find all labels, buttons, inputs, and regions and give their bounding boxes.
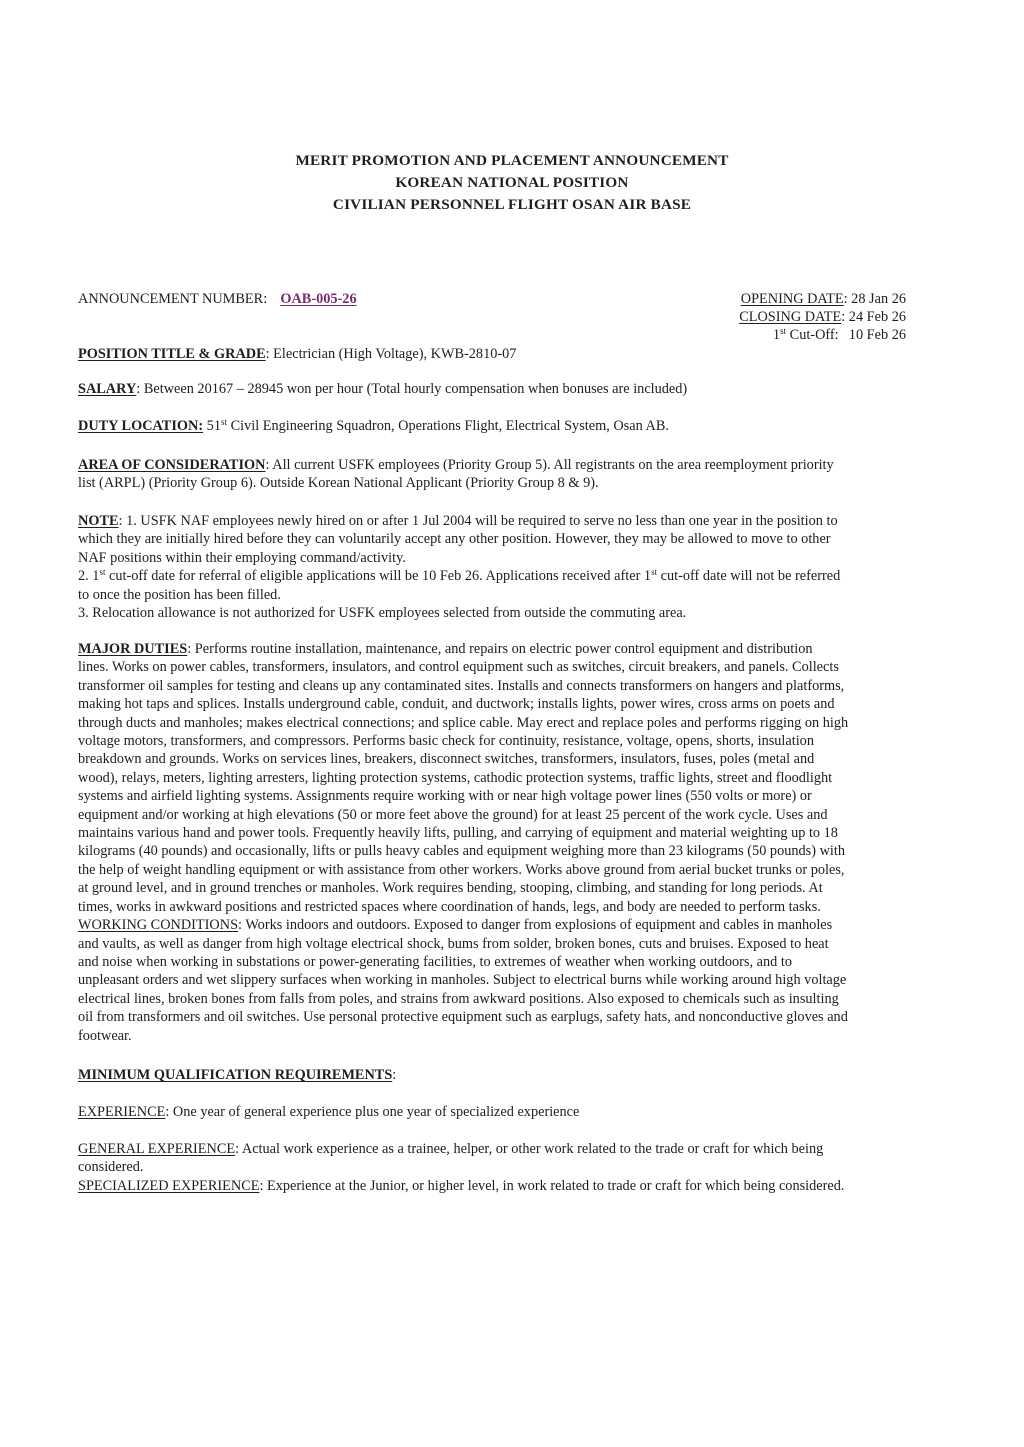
header-title-line3: CIVILIAN PERSONNEL FLIGHT OSAN AIR BASE [332, 196, 692, 213]
major-duties-line: times, works in awkward positions and restricted spaces where coordination of hands, legs, and body are needed to perform tasks. [78, 898, 821, 915]
major-duties-line: through ducts and manholes; makes electrical connections; and splice cable. May erect and replace poles and performs rigging on high [78, 714, 849, 731]
closing-date-value: : 24 Feb 26 [841, 309, 906, 325]
experience-value: : One year of general experience plus one year of specialized experience [165, 1104, 580, 1120]
general-experience-label: GENERAL EXPERIENCE [78, 1141, 236, 1157]
position-title-label: POSITION TITLE & GRADE [78, 346, 266, 362]
major-duties-line: making hot taps and splices. Installs underground cable, conduit, and ductwork; installs lights, power wires, cross arms on poets and [78, 696, 835, 713]
min-qual-label: MINIMUM QUALIFICATION REQUIREMENTS [78, 1067, 393, 1083]
area-line-1: : All current USFK employees (Priority Group 5). All registrants on the area reemployment priority [265, 457, 834, 473]
note-line-4a: 2. 1 [78, 568, 100, 585]
opening-date-row [741, 290, 906, 308]
cutoff-label: Cut-Off: [786, 327, 839, 343]
cutoff-date-row [773, 326, 906, 344]
note-label: NOTE [78, 513, 119, 529]
position-title-value: : Electrician (High Voltage), KWB-2810-07 [265, 346, 517, 362]
note-line-4c: cut-off date for referral of eligible applications will be 10 Feb 26. Applications received after 1 [105, 568, 652, 585]
major-duties-line: at ground level, and in ground trenches or manholes. Work requires bending, stooping, climbing, and standing for long periods. At [78, 880, 823, 897]
duty-location-label: DUTY LOCATION: [78, 418, 204, 434]
working-conditions-line: and vaults, as well as danger from high voltage electrical shock, bums from solder, broken bones, cuts and bruises. Exposed to heat [78, 935, 829, 952]
major-duties-line: breakdown and grounds. Works on services lines, breakers, disconnect switches, transformers, insulators, fuses, poles (metal and [78, 751, 815, 768]
major-duties-line: maintains various hand and power tools. Frequently heavily lifts, pulling, and carrying of equipment and material weighting up to 18 [78, 825, 838, 842]
note-section [78, 512, 953, 622]
opening-date-label: OPENING DATE [740, 291, 844, 307]
header-title-line1: MERIT PROMOTION AND PLACEMENT ANNOUNCEMENT [295, 152, 729, 169]
working-conditions-label: WORKING CONDITIONS [78, 917, 239, 934]
position-title-row [78, 345, 516, 363]
major-duties-label: MAJOR DUTIES [78, 641, 188, 657]
note-ordinal-2: st [651, 567, 658, 578]
working-conditions-line: and noise when working in substations or power-generating facilities, to extremes of weather when working outdoors, and to [78, 953, 792, 970]
major-duties-line: equipment and/or working at high elevations (50 or more feet above the ground) for at least 25 percent of the work cycle. Uses and [78, 806, 828, 823]
major-duties-line: voltage motors, transformers, and compressors. Performs basic check for continuity, resistance, voltage, opens, shorts, insulation [78, 733, 814, 750]
working-conditions-line: footwear. [78, 1027, 132, 1044]
working-conditions-line: electrical lines, broken bones from falls from poles, and strains from awkward positions. Also exposed to chemicals such as insulting [78, 990, 839, 1007]
area-of-consideration-label: AREA OF CONSIDERATION [78, 457, 266, 473]
note-ordinal-1: st [99, 567, 106, 578]
major-duties-line: kilograms (40 pounds) and occasionally, lifts or pulls heavy cables and equipment weighing more than 23 kilograms (50 pounds) with [78, 843, 845, 860]
closing-date-row [739, 308, 906, 326]
cutoff-value: 10 Feb 26 [848, 327, 906, 343]
min-qual-heading [78, 1066, 396, 1084]
duty-location-ordinal: st [220, 417, 227, 427]
major-duties-line: lines. Works on power cables, transformers, insulators, and control equipment such as switches, circuit breakers, and panels. Collects [78, 659, 839, 676]
experience-row [78, 1103, 579, 1121]
salary-value: : Between 20167 – 28945 won per hour (Total hourly compensation when bonuses are included) [136, 381, 688, 397]
working-conditions-line: oil from transformers and oil switches. Use personal protective equipment such as earplugs, safety hats, and nonconductive gloves and [78, 1009, 848, 1026]
min-qual-colon: : [392, 1067, 397, 1083]
note-line-1: : 1. USFK NAF employees newly hired on or after 1 Jul 2004 will be required to serve no less than one year in the position to [118, 513, 838, 529]
major-duties-line: the help of weight handling equipment or with assistance from other workers. Works above ground from aerial bucket trunks or poles, [78, 861, 845, 878]
general-experience-section [78, 1140, 953, 1195]
salary-label: SALARY [78, 381, 137, 397]
cutoff-number: 1 [772, 327, 781, 343]
specialized-experience-value: : Experience at the Junior, or higher level, in work related to trade or craft for which being considered. [259, 1177, 845, 1194]
announcement-number-label: ANNOUNCEMENT NUMBER: [78, 291, 268, 307]
note-line-4e: cut-off date will not be referred [657, 568, 841, 585]
major-duties-section [78, 640, 953, 1045]
area-line-2: list (ARPL) (Priority Group 6). Outside Korean National Applicant (Priority Group 8 & 9). [78, 475, 599, 492]
major-duties-line: : Performs routine installation, maintenance, and repairs on electric power control equipment and distribution [187, 641, 813, 657]
duty-location-prefix: 51 [203, 418, 221, 434]
duty-location-value: Civil Engineering Squadron, Operations Flight, Electrical System, Osan AB. [227, 418, 669, 434]
cutoff-ordinal: st [780, 326, 787, 336]
area-of-consideration [78, 456, 953, 493]
header-title-line2: KOREAN NATIONAL POSITION [395, 174, 629, 191]
salary-row [78, 380, 687, 398]
major-duties-line: transformer oil samples for testing and cleans up any contaminated sites. Installs and connects transformers on hangers and platforms, [78, 677, 845, 694]
working-conditions-line: : Works indoors and outdoors. Exposed to danger from explosions of equipment and cables in manholes [238, 917, 833, 934]
note-line-3: NAF positions within their employing command/activity. [78, 549, 406, 566]
general-experience-line-2: considered. [78, 1159, 144, 1176]
specialized-experience-label: SPECIALIZED EXPERIENCE [78, 1177, 260, 1194]
note-line-2: which they are initially hired before they can voluntarily accept any other position. However, they may be allowed to move to other [78, 531, 831, 548]
general-experience-line-1: : Actual work experience as a trainee, helper, or other work related to the trade or craft for which being [235, 1141, 824, 1157]
experience-label: EXPERIENCE [78, 1104, 166, 1120]
announcement-number-row [78, 290, 357, 308]
announcement-number-link[interactable]: OAB-005-26 [280, 291, 357, 307]
major-duties-line: wood), relays, meters, lighting arresters, lighting protection systems, cathodic protection systems, traffic lights, street and floodlight [78, 769, 833, 786]
opening-date-value: : 28 Jan 26 [843, 291, 906, 307]
duty-location-row [78, 417, 669, 435]
note-line-6: 3. Relocation allowance is not authorized for USFK employees selected from outside the commuting area. [78, 605, 687, 622]
closing-date-label: CLOSING DATE [739, 309, 842, 325]
note-line-5: to once the position has been filled. [78, 586, 281, 603]
working-conditions-line: unpleasant orders and wet slippery surfaces when working in manholes. Subject to electrical burns while working around high voltage [78, 972, 847, 989]
major-duties-line: systems and airfield lighting systems. Assignments require working with or near high voltage power lines (550 volts or more) or [78, 788, 812, 805]
